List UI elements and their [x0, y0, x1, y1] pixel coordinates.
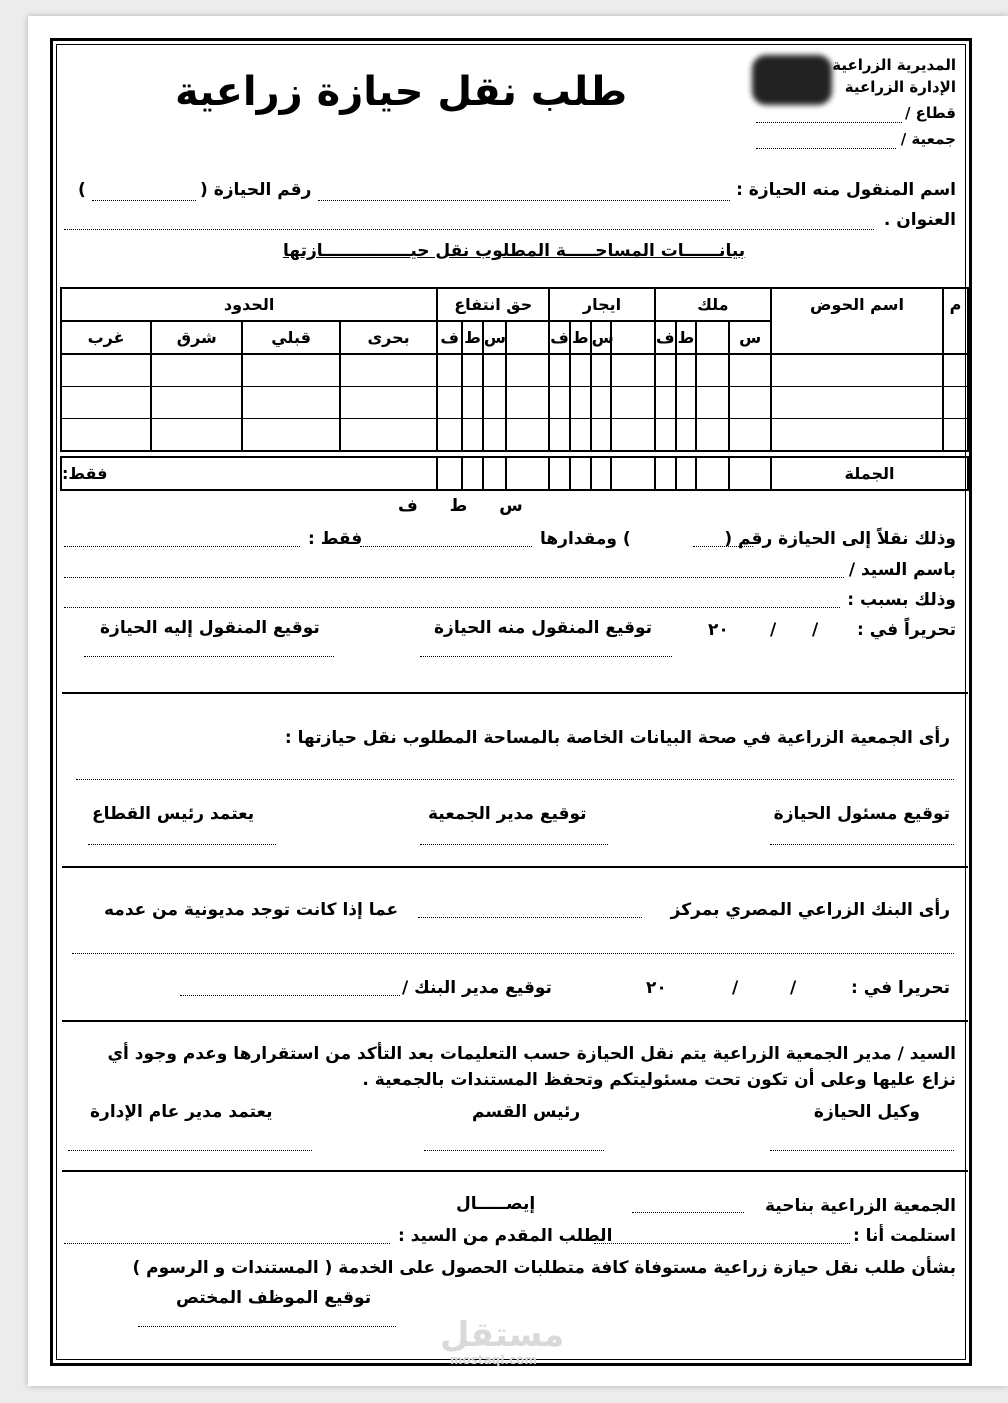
bank-manager-sig-field[interactable]	[180, 995, 400, 996]
received-label: استلمت أنا :	[852, 1226, 956, 1246]
unit-blank	[611, 321, 655, 354]
dept-head-label: رئيس القسم	[472, 1102, 581, 1122]
header-borders: الحدود	[61, 288, 437, 321]
sig-to-field[interactable]	[84, 656, 334, 657]
sector-field[interactable]	[756, 122, 902, 123]
header-usufruct: حق انتفاع	[437, 288, 549, 321]
only-field[interactable]	[64, 546, 300, 547]
sector-label: قطاع /	[904, 104, 956, 122]
society-label: جمعية /	[900, 130, 956, 148]
unit-f: ف	[549, 321, 570, 354]
sig-society-manager-field[interactable]	[420, 844, 608, 845]
receipt-society-field[interactable]	[632, 1212, 744, 1213]
unit-s-blank	[506, 321, 550, 354]
bank-opinion-field[interactable]	[72, 953, 954, 954]
bank-date-slash: /	[790, 978, 797, 998]
received-field[interactable]	[594, 1243, 850, 1244]
land-table	[60, 287, 969, 491]
only-label: فقط :	[308, 529, 363, 549]
amount-label: ) ومقدارها	[540, 529, 631, 549]
society-opinion-field[interactable]	[76, 779, 954, 780]
header-east: شرق	[151, 321, 242, 354]
instruction-line2: نزاع عليها وعلى أن تكون تحت مسئوليتكم وتحفظ المستندات بالجمعية .	[362, 1070, 956, 1090]
gm-approval-label: يعتمد مدير عام الإدارة	[90, 1102, 273, 1122]
total-only-cell[interactable]	[61, 457, 437, 490]
to-holding-field[interactable]	[693, 546, 753, 547]
unit-blank	[696, 321, 729, 354]
amount-field[interactable]	[360, 546, 532, 547]
unit-f: ف	[437, 321, 462, 354]
regarding-text: بشأن طلب نقل حيازة زراعية مستوفاة كافة متطلبات الحصول على الخدمة ( المستندات و الرسوم )	[132, 1258, 956, 1278]
holding-no-field[interactable]	[92, 200, 196, 201]
sector-head-approval: يعتمد رئيس القطاع	[92, 804, 255, 824]
watermark-site: mostaql.com	[450, 1353, 537, 1367]
unit-t: ط	[676, 321, 697, 354]
bank-date-year: ٢٠	[646, 978, 667, 998]
header-south: قبلي	[242, 321, 339, 354]
sector-head-field[interactable]	[88, 844, 276, 845]
unit-t: ط	[462, 321, 483, 354]
address-field[interactable]	[64, 229, 874, 230]
mr-field[interactable]	[64, 577, 844, 578]
holding-agent-field[interactable]	[770, 1150, 954, 1151]
section-divider	[62, 1170, 968, 1172]
date-year: ٢٠	[708, 620, 729, 640]
header-owned: ملك	[655, 288, 771, 321]
unit-s: س	[729, 321, 770, 354]
date-slash: /	[770, 620, 777, 640]
officer-sig-label: توقيع الموظف المختص	[176, 1288, 372, 1308]
mr-label: باسم السيد /	[848, 560, 956, 580]
dated-label: تحريراً في :	[857, 620, 956, 640]
units-line: س ط ف	[398, 496, 523, 516]
from-name-label: اسم المنقول منه الحيازة :	[736, 180, 956, 200]
section-divider	[62, 1020, 968, 1022]
receipt-title: إيصـــــال	[456, 1194, 536, 1214]
section-divider	[62, 692, 968, 694]
instruction-line1: السيد / مدير الجمعية الزراعية يتم نقل الحيازة حسب التعليمات بعد التأكد من استقرارها وعدم وجود أي	[107, 1044, 956, 1064]
watermark-logo: مستقل	[440, 1315, 565, 1355]
address-label: العنوان .	[883, 210, 956, 230]
society-opinion-text: رأى الجمعية الزراعية في صحة البيانات الخاصة بالمساحة المطلوب نقل حيازتها :	[284, 728, 950, 748]
section-divider	[62, 866, 968, 868]
to-holding-label: وذلك نقلاً إلى الحيازة رقم (	[724, 529, 956, 549]
request-from-field[interactable]	[64, 1243, 390, 1244]
bank-opinion-text-a: رأى البنك الزراعي المصري بمركز	[670, 900, 950, 920]
request-from-label: الطلب المقدم من السيد :	[398, 1226, 613, 1246]
total-row	[61, 457, 968, 490]
unit-t: ط	[570, 321, 591, 354]
bank-dated-label: تحريرا في :	[851, 978, 950, 998]
holding-agent-label: وكيل الحيازة	[813, 1102, 920, 1122]
total-label: الجملة	[771, 457, 968, 490]
officer-sig-field[interactable]	[138, 1326, 396, 1327]
reason-label: وذلك بسبب :	[847, 590, 956, 610]
sig-to-label: توقيع المنقول إليه الحيازة	[100, 618, 320, 638]
bank-opinion-text-b: عما إذا كانت توجد مديونية من عدمه	[104, 900, 399, 920]
sig-from-label: توقيع المنقول منه الحيازة	[434, 618, 653, 638]
gm-approval-field[interactable]	[68, 1150, 312, 1151]
table-row	[61, 419, 968, 452]
bank-manager-sig: توقيع مدير البنك /	[402, 978, 552, 998]
reason-field[interactable]	[64, 607, 840, 608]
total-only-label: فقط:	[62, 464, 108, 483]
header-west: غرب	[61, 321, 151, 354]
unit-s: س	[591, 321, 612, 354]
header-index: م	[943, 288, 968, 354]
holding-no-label: رقم الحيازة (	[200, 180, 312, 200]
bank-date-slash: /	[732, 978, 739, 998]
sig-holding-officer: توقيع مسئول الحيازة	[773, 804, 950, 824]
header-rent: ايجار	[549, 288, 655, 321]
from-name-field[interactable]	[318, 200, 730, 201]
date-slash: /	[812, 620, 819, 640]
society-field[interactable]	[756, 148, 896, 149]
receipt-society-at: الجمعية الزراعية بناحية	[764, 1196, 956, 1216]
header-basin: اسم الحوض	[771, 288, 943, 354]
dept-head-field[interactable]	[424, 1150, 604, 1151]
table-row	[61, 387, 968, 419]
sig-holding-officer-field[interactable]	[770, 844, 954, 845]
header-north: بحرى	[340, 321, 437, 354]
bank-center-field[interactable]	[418, 917, 642, 918]
table-row	[61, 354, 968, 387]
table-heading: بيانــــــات المساحـــــة المطلوب نقل حيـــــــــــــــازتها	[283, 241, 746, 261]
org-administration: الإدارة الزراعية	[844, 78, 956, 96]
sig-from-field[interactable]	[420, 656, 672, 657]
unit-f: ف	[655, 321, 676, 354]
org-directorate: المديرية الزراعية	[832, 56, 956, 74]
form-title: طلب نقل حيازة زراعية	[175, 69, 628, 115]
redaction-mark	[752, 55, 832, 105]
paren-close: )	[78, 180, 86, 200]
sig-society-manager: توقيع مدير الجمعية	[428, 804, 587, 824]
unit-s: س	[483, 321, 506, 354]
